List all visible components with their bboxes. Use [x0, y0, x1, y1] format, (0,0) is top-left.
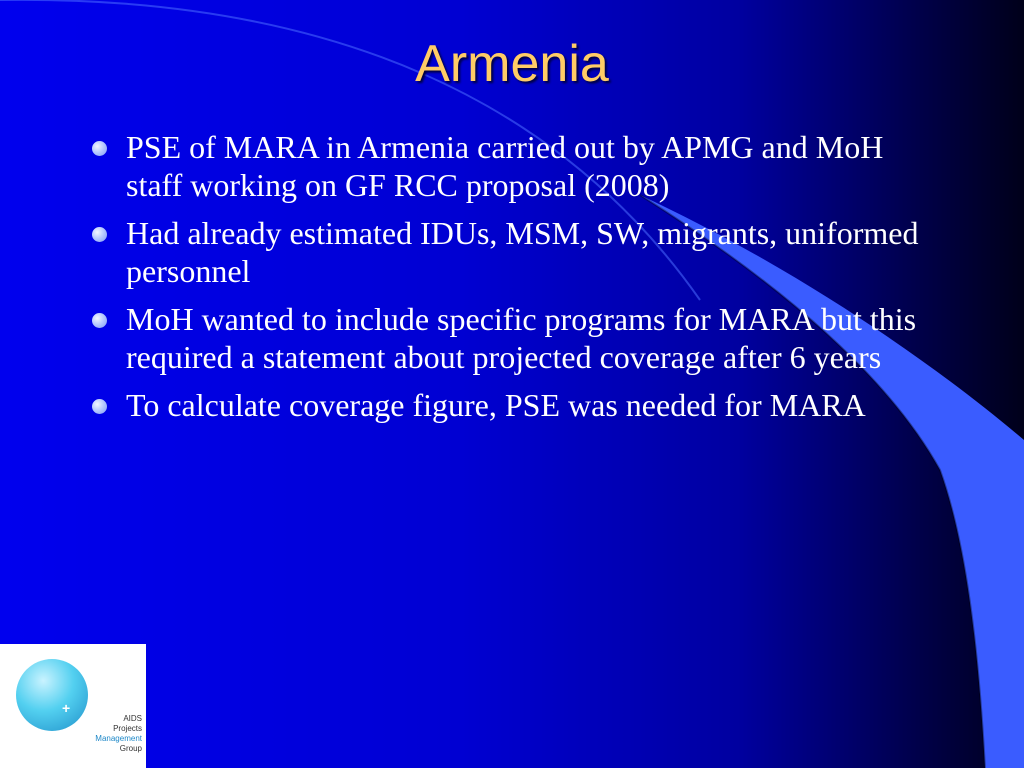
bullet-text: To calculate coverage figure, PSE was needed for MARA	[126, 387, 866, 423]
bullet-dot-icon	[92, 141, 107, 156]
logo-wordmark	[70, 714, 142, 754]
bullet-item	[90, 214, 940, 290]
logo-plus-icon: +	[62, 700, 71, 716]
bullet-item	[90, 300, 940, 376]
bullet-item	[90, 128, 940, 204]
slide-title: Armenia	[415, 35, 609, 93]
logo-line-management: Management	[95, 734, 142, 743]
bullet-dot-icon	[92, 399, 107, 414]
bullet-text: MoH wanted to include specific programs for MARA but this required a statement about projected coverage after 6 years	[126, 301, 917, 375]
bullet-text: Had already estimated IDUs, MSM, SW, migrants, uniformed personnel	[126, 215, 919, 289]
bullet-dot-icon	[92, 313, 107, 328]
bullet-text: PSE of MARA in Armenia carried out by APMG and MoH staff working on GF RCC proposal (2008)	[126, 129, 884, 203]
logo-line-aids: AIDS	[123, 714, 142, 723]
bullet-item	[90, 386, 940, 424]
bullet-list	[90, 128, 940, 434]
logo-line-projects: Projects	[113, 724, 142, 733]
logo-line-group: Group	[119, 744, 142, 753]
apmg-logo	[0, 644, 146, 768]
bullet-dot-icon	[92, 227, 107, 242]
